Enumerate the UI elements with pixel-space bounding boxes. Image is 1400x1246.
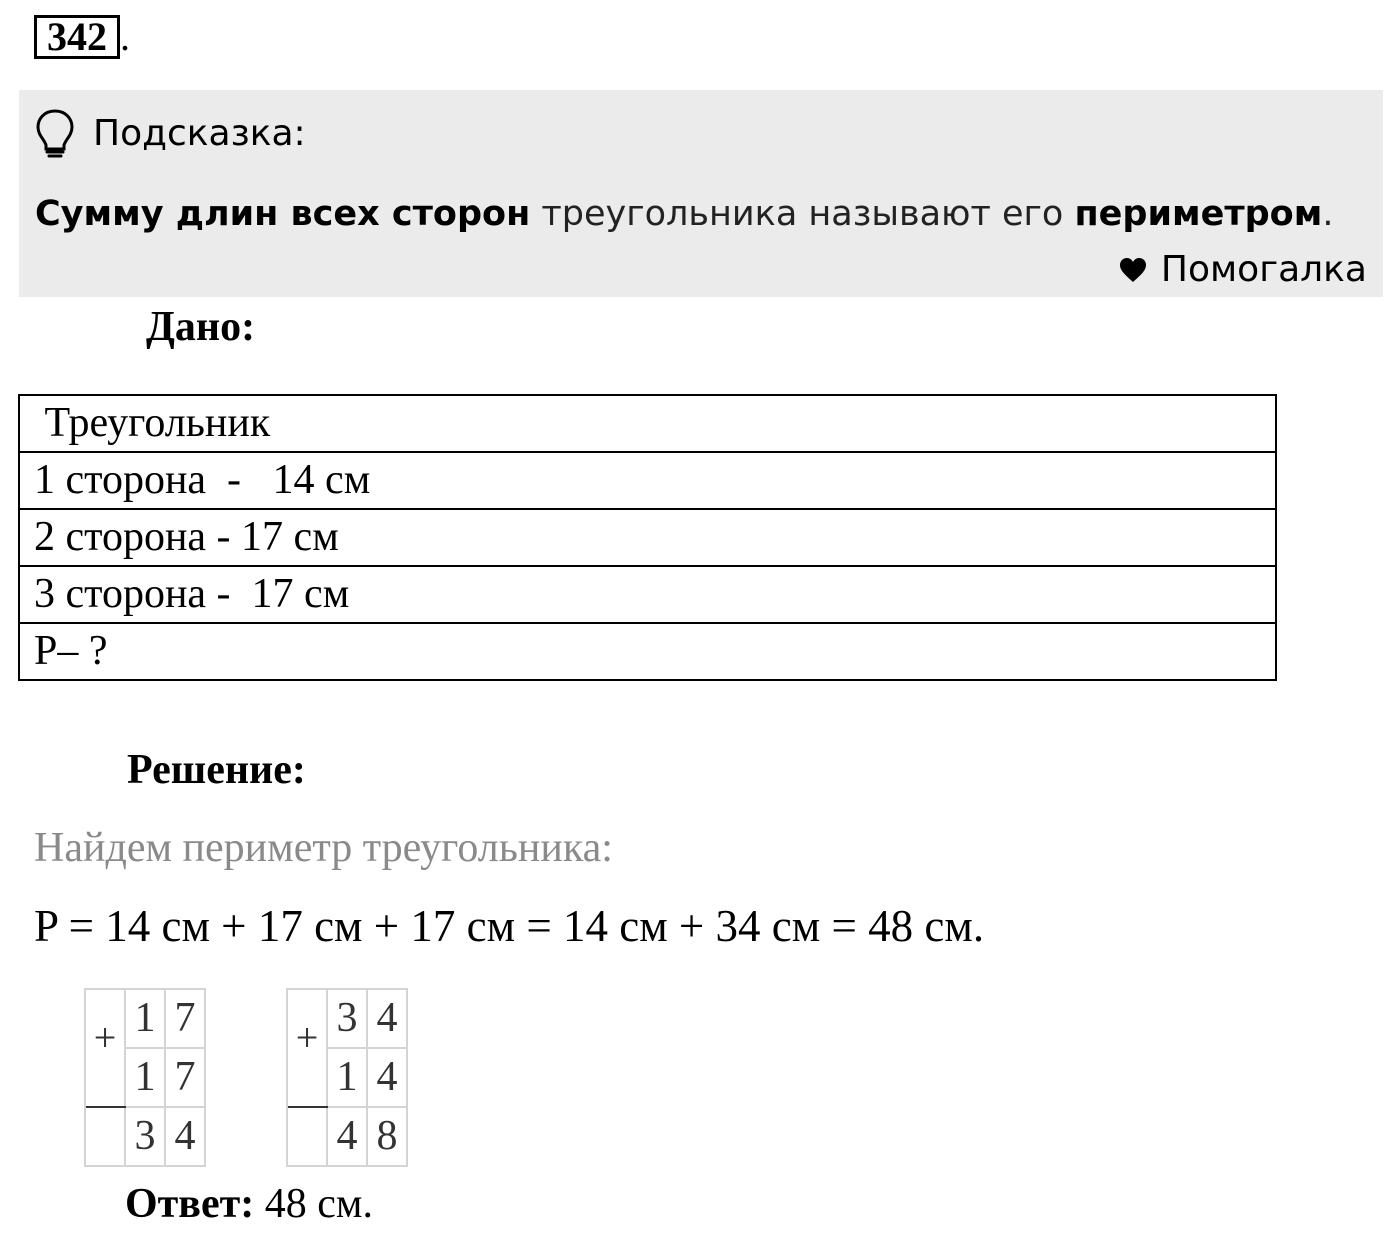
given-table	[18, 394, 1277, 681]
solution-intro: Найдем периметр треугольника:	[34, 825, 613, 871]
hint-panel	[19, 90, 1383, 297]
answer-label: Ответ:	[125, 1181, 255, 1227]
task-number-dot: .	[120, 14, 130, 59]
table-cell: P– ?	[19, 623, 1276, 680]
digit-cell: 1	[125, 989, 165, 1048]
hint-bold-1: Сумму длин всех сторон	[35, 194, 531, 234]
hint-normal: треугольника называют его	[530, 194, 1075, 234]
table-row	[19, 509, 1276, 566]
column-addition-1	[84, 988, 206, 1167]
digit-cell: 7	[165, 989, 205, 1048]
sign-cell	[287, 989, 327, 1107]
digit-cell: 1	[125, 1048, 165, 1107]
heart-icon	[1119, 257, 1147, 283]
column-addition-2	[286, 988, 408, 1167]
lightbulb-icon	[35, 108, 75, 160]
table-row	[19, 395, 1276, 452]
digit-cell: 4	[327, 1107, 367, 1166]
task-number	[34, 12, 130, 62]
table-cell: 3 сторона - 17 см	[19, 566, 1276, 623]
digit-cell: 4	[367, 1048, 407, 1107]
answer	[125, 1178, 373, 1230]
empty-cell	[287, 1107, 327, 1166]
sum-line	[288, 1106, 328, 1108]
table-row	[19, 452, 1276, 509]
digit-cell: 7	[165, 1048, 205, 1107]
plus-sign: +	[93, 1015, 117, 1060]
plus-sign: +	[295, 1015, 319, 1060]
task-number-box: 342	[34, 15, 120, 59]
digit-cell: 4	[367, 989, 407, 1048]
hint-bold-2: периметром	[1074, 194, 1323, 234]
digit-cell: 1	[327, 1048, 367, 1107]
digit-cell: 4	[165, 1107, 205, 1166]
given-label: Дано:	[146, 304, 256, 350]
table-cell: 2 сторона - 17 см	[19, 509, 1276, 566]
table-row	[19, 623, 1276, 680]
digit-cell: 3	[327, 989, 367, 1048]
empty-cell	[85, 1107, 125, 1166]
hint-title: Подсказка:	[93, 113, 306, 154]
perimeter-formula: P = 14 см + 17 см + 17 см = 14 см + 34 см = 48 см.	[34, 901, 985, 951]
answer-value: 48 см.	[254, 1181, 373, 1227]
hint-end: .	[1322, 194, 1334, 234]
hint-title-row	[35, 108, 306, 160]
sum-line	[86, 1106, 126, 1108]
table-cell: 1 сторона - 14 см	[19, 452, 1276, 509]
digit-cell: 8	[367, 1107, 407, 1166]
digit-cell: 3	[125, 1107, 165, 1166]
sign-cell	[85, 989, 125, 1107]
brand	[1119, 246, 1367, 294]
solution-label: Решение:	[127, 747, 306, 793]
brand-label: Помогалка	[1160, 249, 1367, 290]
table-cell: Треугольник	[19, 395, 1276, 452]
table-row	[19, 566, 1276, 623]
hint-text	[35, 190, 1333, 238]
